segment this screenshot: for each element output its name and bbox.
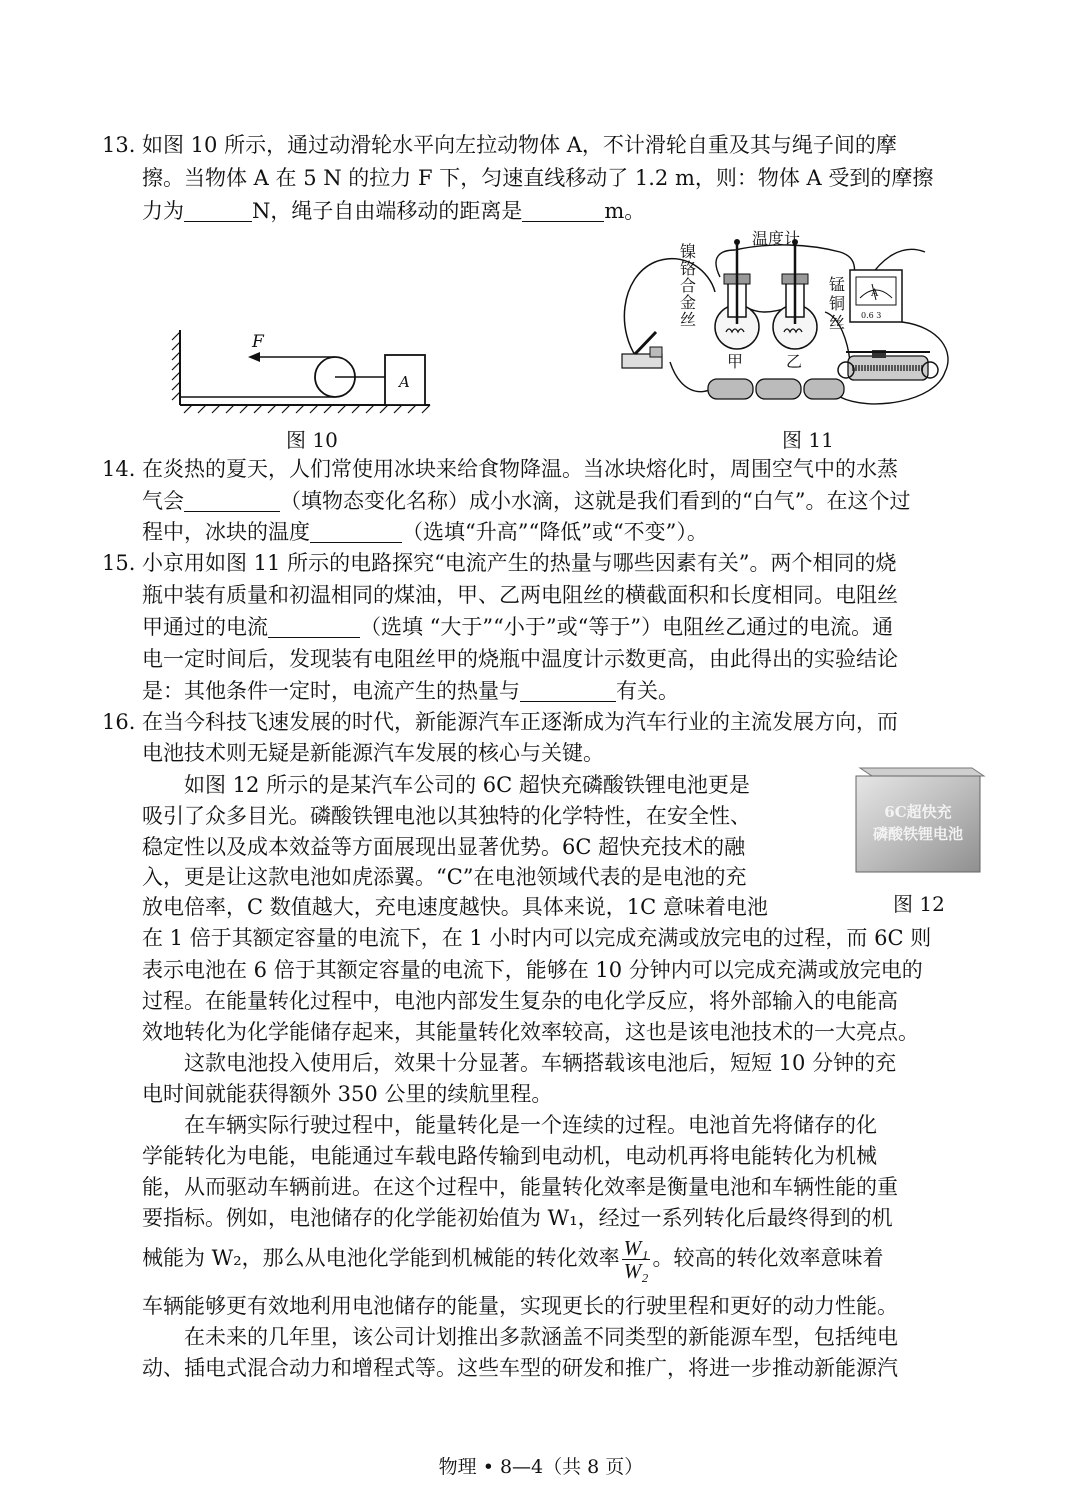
nickel-chromium-wire-label: 镍铬合金丝 — [680, 242, 697, 329]
q16-p3-line1: 这款电池投入使用后，效果十分显著。车辆搭载该电池后，短短 10 分钟的充 — [184, 1051, 897, 1075]
battery-text-1: 6C超快充 — [884, 803, 952, 821]
flask-b-label: 乙 — [786, 352, 803, 371]
q14-line3 — [142, 517, 708, 547]
q13-line2: 擦。当物体 A 在 5 N 的拉力 F 下，匀速直线移动了 1.2 m，则：物体 A 受到的摩擦 — [142, 166, 934, 190]
q13-blank-1[interactable] — [184, 201, 252, 222]
block-label-a: A — [399, 373, 410, 391]
q13-number: 13. — [102, 133, 136, 157]
q16-p4-line1: 在车辆实际行驶过程中，能量转化是一个连续的过程。电池首先将储存的化 — [184, 1113, 877, 1137]
flask-a-label: 甲 — [727, 352, 744, 371]
q16-p4-line5-a: 械能为 W₂，那么从电池化学能到机械能的转化效率 — [142, 1246, 620, 1270]
q16-p2-line7: 表示电池在 6 倍于其额定容量的电流下，能够在 10 分钟内可以完成充满或放完电的 — [142, 958, 923, 982]
q16-p4-line3: 能，从而驱动车辆前进。在这个过程中，能量转化效率是衡量电池和车辆性能的重 — [142, 1175, 898, 1199]
ammeter-scale: 0.6 3 — [861, 311, 882, 320]
q15-line4: 电一定时间后，发现装有电阻丝甲的烧瓶中温度计示数更高，由此得出的实验结论 — [142, 647, 898, 671]
q15-line5-a: 是：其他条件一定时，电流产生的热量与 — [142, 679, 520, 703]
q13-line3-a: 力为 — [142, 199, 184, 223]
q13-line1: 如图 10 所示，通过动滑轮水平向左拉动物体 A，不计滑轮自重及其与绳子间的摩 — [142, 133, 897, 157]
q16-number: 16. — [102, 710, 136, 734]
figure-10-pulley-diagram — [170, 325, 440, 420]
q13-line3-c: m。 — [604, 199, 646, 223]
q16-p1-line1: 在当今科技飞速发展的时代，新能源汽车正逐渐成为汽车行业的主流发展方向，而 — [142, 710, 898, 734]
q14-number: 14. — [102, 457, 136, 481]
q14-line3-a: 程中，冰块的温度 — [142, 520, 310, 544]
force-label-f: F — [252, 332, 264, 352]
q16-p4-line5 — [142, 1236, 883, 1282]
battery-text-2: 磷酸铁锂电池 — [872, 825, 964, 843]
q16-p2-line8: 过程。在能量转化过程中，电池内部发生复杂的电化学反应，将外部输入的电能高 — [142, 989, 898, 1013]
manganin-wire-label: 锰铜丝 — [829, 275, 846, 332]
q16-p2-line3: 稳定性以及成本效益等方面展现出显著优势。6C 超快充技术的融 — [142, 835, 746, 859]
q14-line2-a: 气会 — [142, 489, 184, 513]
fraction-numerator: W₁ — [623, 1236, 649, 1260]
q15-number: 15. — [102, 551, 136, 575]
q15-blank-1[interactable] — [268, 617, 360, 638]
figure-10-caption: 图 10 — [286, 428, 338, 452]
fraction-denominator: W₂ — [623, 1259, 649, 1283]
q16-p3-line2: 电时间就能获得额外 350 公里的续航里程。 — [142, 1082, 553, 1106]
page-footer: 物理 • 8—4（共 8 页） — [438, 1456, 644, 1478]
q13-blank-2[interactable] — [522, 201, 604, 222]
q15-line1: 小京用如图 11 所示的电路探究“电流产生的热量与哪些因素有关”。两个相同的烧 — [142, 551, 897, 575]
ammeter-symbol: A — [871, 288, 879, 299]
q16-p5-line2: 动、插电式混合动力和增程式等。这些车型的研发和推广，将进一步推动新能源汽 — [142, 1356, 898, 1380]
q16-p2-line4: 入，更是让这款电池如虎添翼。“C”在电池领域代表的是电池的充 — [142, 865, 747, 889]
q16-p4-line5-b: 。较高的转化效率意味着 — [652, 1246, 884, 1270]
q16-p4-line2: 学能转化为电能，电能通过车载电路传输到电动机，电动机再将电能转化为机械 — [142, 1144, 877, 1168]
q15-line2: 瓶中装有质量和初温相同的煤油，甲、乙两电阻丝的横截面积和长度相同。电阻丝 — [142, 583, 898, 607]
q15-line3 — [142, 612, 893, 642]
q14-line1: 在炎热的夏天，人们常使用冰块来给食物降温。当冰块熔化时，周围空气中的水蒸 — [142, 457, 898, 481]
figure-12-battery-image — [848, 762, 988, 880]
q13-line3-b: N，绳子自由端移动的距离是 — [252, 199, 523, 223]
q13-line3 — [142, 196, 645, 226]
q14-line3-b: （选填“升高”“降低”或“不变”）。 — [402, 520, 708, 544]
thermometer-label: 温度计 — [752, 229, 801, 248]
q16-p1-line2: 电池技术则无疑是新能源汽车发展的核心与关键。 — [142, 741, 604, 765]
figure-11-circuit-diagram — [610, 222, 965, 420]
q15-line3-a: 甲通过的电流 — [142, 615, 268, 639]
q14-blank-1[interactable] — [184, 491, 280, 512]
q15-blank-2[interactable] — [520, 681, 616, 702]
q14-blank-2[interactable] — [310, 522, 402, 543]
figure-12-caption: 图 12 — [893, 892, 945, 916]
q16-p2-line2: 吸引了众多目光。磷酸铁锂电池以其独特的化学特性，在安全性、 — [142, 804, 751, 828]
q16-p4-line4: 要指标。例如，电池储存的化学能初始值为 W₁，经过一系列转化后最终得到的机 — [142, 1206, 893, 1230]
q15-line3-b: （选填 “大于”“小于”或“等于”）电阻丝乙通过的电流。通 — [360, 615, 894, 639]
q14-line2-b: （填物态变化名称）成小水滴，这就是我们看到的“白气”。在这个过 — [280, 489, 911, 513]
q16-p2-line5: 放电倍率，C 数值越大，充电速度越快。具体来说，1C 意味着电池 — [142, 895, 768, 919]
q15-line5 — [142, 676, 679, 706]
q16-p4-line6: 车辆能够更有效地利用电池储存的能量，实现更长的行驶里程和更好的动力性能。 — [142, 1294, 898, 1318]
q16-p2-line1: 如图 12 所示的是某汽车公司的 6C 超快充磷酸铁锂电池更是 — [184, 773, 750, 797]
q16-p2-line9: 效地转化为化学能储存起来，其能量转化效率较高，这也是该电池技术的一大亮点。 — [142, 1020, 919, 1044]
q16-p2-line6: 在 1 倍于其额定容量的电流下，在 1 小时内可以完成充满或放完电的过程，而 6C 则 — [142, 926, 932, 950]
q14-line2 — [142, 486, 910, 516]
figure-11-caption: 图 11 — [782, 428, 834, 452]
q16-p5-line1: 在未来的几年里，该公司计划推出多款涵盖不同类型的新能源车型，包括纯电 — [184, 1325, 898, 1349]
q15-line5-b: 有关。 — [616, 679, 679, 703]
efficiency-fraction — [622, 1237, 651, 1282]
